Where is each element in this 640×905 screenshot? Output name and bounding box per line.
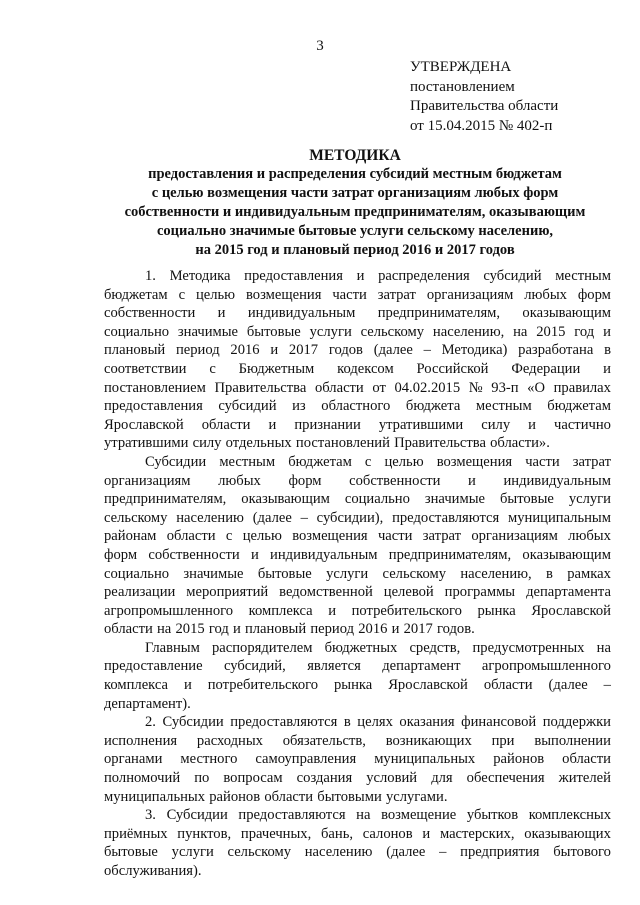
body-text-line: бюджетам с целью возмещения части затрат организациям любых форм xyxy=(104,286,611,303)
body-text-line: департамент). xyxy=(104,695,191,712)
body-text-line: органами местного самоуправления муниципальных районов области xyxy=(104,751,611,768)
body-text-line: организациям любых форм собственности и индивидуальным xyxy=(104,472,611,489)
body-text-line: 3. Субсидии предоставляются на возмещение убытков комплексных xyxy=(145,807,611,824)
body-text-line: муниципальных районов области бытовыми услугами. xyxy=(104,788,448,805)
title-line: на 2015 год и плановый период 2016 и 2017 годов xyxy=(195,242,515,258)
document-body xyxy=(104,267,611,881)
document-title-block xyxy=(90,146,620,260)
body-text-line: приёмных пунктов, прачечных, бань, салонов и мастерских, оказывающих xyxy=(104,825,611,842)
body-text-line: предпринимателям, оказывающим социально значимые бытовые услуги xyxy=(104,491,611,508)
title-line: с целью возмещения части затрат организациям любых форм xyxy=(151,185,559,201)
body-text-line: 2. Субсидии предоставляются в целях оказания финансовой поддержки xyxy=(145,714,611,731)
body-text-line: плановый период 2016 и 2017 годов (далее – Методика) разработана в xyxy=(104,342,611,359)
body-text-line: реализации мероприятий ведомственной целевой программы департамента xyxy=(104,584,611,601)
body-text-line: обслуживания). xyxy=(104,863,202,879)
title-line: предоставления и распределения субсидий местным бюджетам xyxy=(148,166,562,182)
page-number: 3 xyxy=(316,38,324,54)
body-text-line: Субсидии местным бюджетам с целью возмещения части затрат xyxy=(145,453,611,470)
body-text-line: социально значимые бытовые услуги сельскому населению, на 2015 год и xyxy=(104,323,611,340)
body-text-line: 1. Методика предоставления и распределения субсидий местным xyxy=(145,268,611,284)
body-text-line: агропромышленного комплекса и потребительского рынка Ярославской xyxy=(104,602,611,619)
body-text-line: районам области с целью возмещения части затрат организациям любых xyxy=(104,528,611,545)
body-text-line: полномочий по вопросам создания условий для обеспечения жителей xyxy=(104,770,611,787)
approval-line: Правительства области xyxy=(410,98,559,114)
body-text-line: Ярославской области и признании утратившими силу и частично xyxy=(104,416,611,433)
body-text-line: Главным распорядителем бюджетных средств, предусмотренных на xyxy=(145,639,611,656)
approval-stamp xyxy=(410,58,558,136)
body-text-line: сельскому населению (далее – субсидии), предоставляются муниципальным xyxy=(104,509,611,526)
body-text-line: бытовые услуги сельскому населению (далее – предприятия бытового xyxy=(104,844,611,861)
body-text-line: области на 2015 год и плановый период 2016 и 2017 годов. xyxy=(104,621,475,638)
body-text-line: социально значимые бытовые услуги сельскому населению, в рамках xyxy=(104,565,611,582)
body-text-line: постановлением Правительства области от 04.02.2015 № 93-п «О правилах xyxy=(104,379,611,396)
body-text-line: собственности и индивидуальным предпринимателям, оказывающим xyxy=(104,305,611,322)
title-line: собственности и индивидуальным предпринимателям, оказывающим xyxy=(124,204,586,220)
body-text-line: соответствии с Бюджетным кодексом Российской Федерации и xyxy=(104,360,611,377)
body-text-line: утратившими силу отдельных постановлений Правительства области». xyxy=(104,435,550,452)
body-text-line: исполнения расходных обязательств, возникающих при выполнении xyxy=(104,732,611,749)
approval-line: УТВЕРЖДЕНА xyxy=(410,59,512,75)
body-text-line: форм собственности и индивидуальным предпринимателям, оказывающим xyxy=(104,546,611,563)
approval-line: постановлением xyxy=(410,78,515,95)
body-text-line: предоставления субсидий из областного бюджета местным бюджетам xyxy=(104,398,611,415)
body-text-line: предоставление субсидий, является департамент агропромышленного xyxy=(104,658,611,675)
document-title: МЕТОДИКА xyxy=(309,147,401,164)
body-text-line: комплекса и потребительского рынка Ярославской области (далее – xyxy=(104,677,611,694)
title-line: социально значимые бытовые услуги сельскому населению, xyxy=(156,223,554,239)
approval-line: от 15.04.2015 № 402-п xyxy=(410,117,553,134)
